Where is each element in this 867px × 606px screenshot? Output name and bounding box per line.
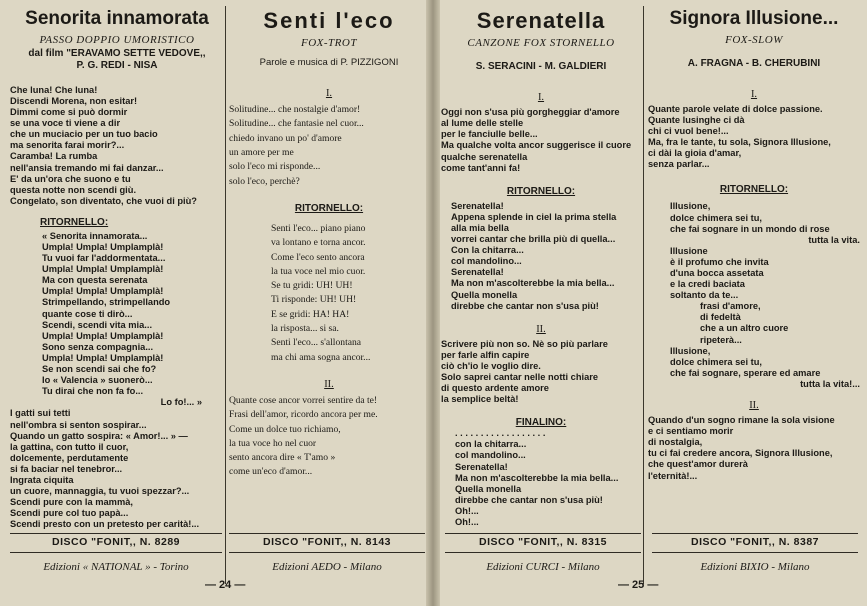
refrain-block [441, 201, 641, 312]
song-genre: FOX-TROT [301, 37, 357, 50]
verse-block [10, 85, 224, 207]
song-title: Senti l'eco [263, 8, 395, 33]
refrain-end-line: Lo fo!... » [160, 397, 202, 408]
lyric-line: si fa baciar nel tenebror... [10, 463, 123, 474]
song-authors: P. G. REDI - NISA [76, 60, 158, 72]
lyric-line: Solitudine... che nostalgie d'amor! [229, 104, 361, 116]
lyric-line: di nostalgia, [648, 437, 703, 448]
lyric-line: dolce chimera sei tu, [670, 212, 762, 223]
lyric-line: la gattina, con tutto il cuor, [10, 441, 129, 452]
verse-block-2 [229, 394, 429, 480]
lyric-line: Ma con questa serenata [42, 275, 148, 286]
section-number: I. [325, 88, 333, 100]
page-number: — 25 — [618, 579, 659, 591]
lyric-line: Discendi Morena, non esitar! [10, 95, 138, 106]
lyric-line: Oggi non s'usa più gorgheggiar d'amore [441, 107, 620, 118]
finale-dots: . . . . . . . . . . . . . . . . . . [455, 428, 546, 439]
refrain-block [648, 201, 860, 390]
record-number: DISCO "FONIT,, N. 8315 [445, 533, 641, 553]
lyric-line: Caramba! La rumba [10, 151, 98, 162]
lyric-line: Quante parole velate di dolce passione. [648, 103, 823, 114]
page-number: — 24 — [205, 579, 246, 591]
lyric-line: la semplice beltà! [441, 394, 519, 405]
lyric-line: Ma, fra le tante, tu sola, Signora Illusione, [648, 137, 831, 148]
song-genre: PASSO DOPPIO UMORISTICO [39, 33, 195, 46]
lyric-line: Scendi pure con la mammà, [10, 497, 133, 508]
lyric-line: ciò ch'io le voglio dire. [441, 360, 541, 371]
lyric-line: vorrei cantar che brilla più di quella... [451, 234, 616, 245]
lyric-line: Che luna! Che luna! [10, 84, 98, 95]
lyric-line: frasi d'amore, [700, 301, 761, 312]
song-authors: Parole e musica di P. PIZZIGONI [259, 57, 399, 69]
film-credit [10, 48, 224, 73]
lyric-line: Scendi presto con un pretesto per carità!... [10, 519, 200, 530]
lyric-line: « Senorita innamorata... [42, 230, 148, 241]
lyric-line: tutta la vita!... [800, 378, 860, 389]
lyric-line: Io « Valencia » suonerò... [42, 375, 153, 386]
publisher: Edizioni AEDO - Milano [272, 561, 382, 573]
lyric-line: Umpla! Umpla! Umplamplà! [42, 352, 164, 363]
lyric-line: d'una bocca assetata [670, 268, 764, 279]
lyric-line: va lontano e torna ancor. [271, 237, 366, 249]
song-signora-illusione [648, 4, 860, 540]
lyric-line: E se gridi: HA! HA! [271, 308, 350, 320]
lyric-line: col mandolino... [451, 256, 522, 267]
lyric-line: quante cose ti dirò... [42, 308, 133, 319]
lyric-line: Congelato, son diventato, che vuoi di più? [10, 195, 197, 206]
lyric-line: Serenatella! [451, 200, 504, 211]
refrain-heading: RITORNELLO: [719, 184, 789, 196]
lyric-line: un amore per me [229, 147, 294, 159]
lyric-line: Quante cose ancor vorrei sentire da te! [229, 394, 378, 406]
lyric-line: la risposta... si sa. [271, 323, 339, 335]
lyric-line: per farle alfin capire [441, 349, 530, 360]
lyric-line: Se non scendi sai che fo? [42, 364, 157, 375]
lyric-line: di questo ardente amore [441, 383, 549, 394]
lyric-line: di fedeltà [700, 312, 741, 323]
lyric-line: Come l'eco sento ancora [271, 251, 365, 263]
song-senorita-innamorata [10, 4, 224, 540]
lyric-line: Umpla! Umpla! Umplamplà! [42, 330, 164, 341]
lyric-line: ripeterà... [700, 334, 742, 345]
column-rule [225, 6, 226, 584]
lyric-line: con la chitarra... [455, 439, 527, 450]
lyric-line: Quando un gatto sospira: « Amor!... » — [10, 430, 188, 441]
lyric-line: Tu dirai che non fa fo... [42, 386, 144, 397]
lyric-line: I gatti sui tetti [10, 408, 71, 419]
lyric-line: Umpla! Umpla! Umplamplà! [42, 264, 164, 275]
lyric-line: solo l'eco, perchè? [229, 175, 300, 187]
lyric-line: Senti l'eco... s'allontana [271, 337, 362, 349]
finale-block [441, 439, 641, 528]
lyric-line: come un'eco d'amor... [229, 466, 313, 478]
lyric-line: come tant'anni fa! [441, 162, 521, 173]
lyric-line: Oh!... [455, 517, 479, 527]
lyric-line: qualche serenatella [441, 151, 528, 162]
lyric-line: che fai sognare in un mondo di rose [670, 223, 830, 234]
lyric-line: la tua voce ho nel cuor [229, 437, 317, 449]
lyric-line: questa notte non scendi giù. [10, 184, 137, 195]
verse-block-2 [441, 339, 641, 406]
lyric-line: Solo saprei cantar nelle notti chiare [441, 371, 599, 382]
song-serenatella [441, 4, 641, 540]
lyric-line: Appena splende in ciel la prima stella [451, 211, 617, 222]
section-number: I. [750, 88, 758, 100]
lyric-line: e la credi baciata [670, 279, 745, 290]
verse-block-2 [10, 408, 224, 530]
lyric-line: sento ancora dire « T'amo » [229, 452, 336, 464]
lyric-line: Sono senza compagnia... [42, 341, 154, 352]
lyric-line: tu ci fai credere ancora, Signora Illusione, [648, 448, 833, 459]
lyric-line: Ma non m'ascolterebbe la mia bella... [455, 472, 619, 483]
song-title: Signora Illusione... [669, 8, 839, 29]
lyric-line: Oh!... [455, 505, 479, 516]
lyric-line: nell'ombra si senton sospirar... [10, 419, 147, 430]
lyric-line: per le fanciulle belle... [441, 129, 538, 140]
refrain-block [10, 231, 224, 397]
lyric-line: che a un altro cuore [700, 323, 789, 334]
lyric-line: Illusione, [670, 201, 711, 212]
publisher: Edizioni CURCI - Milano [486, 561, 600, 573]
finale-heading: FINALINO: [515, 417, 567, 429]
lyric-line: ci dài la gioia d'amar, [648, 148, 742, 159]
lyric-line: che fai sognare, sperare ed amare [670, 367, 821, 378]
column-rule [643, 6, 644, 584]
lyric-line: Con la chitarra... [451, 245, 524, 256]
lyric-line: e ci sentiamo morir [648, 426, 734, 437]
lyric-line: Quante lusinghe ci dà [648, 114, 745, 125]
lyric-line: è il profumo che invita [670, 256, 769, 267]
section-number: II. [536, 323, 546, 335]
song-title: Senorita innamorata [25, 8, 209, 29]
lyric-line: l'eternità!... [648, 470, 698, 481]
lyric-line: soltanto da te... [670, 290, 739, 301]
lyric-line: Solitudine... che fantasie nel cuor... [229, 118, 364, 130]
lyric-line: Umpla! Umpla! Umplamplà! [42, 286, 164, 297]
lyric-line: Strimpellando, strimpellando [42, 297, 171, 308]
lyric-line: dolce chimera sei tu, [670, 356, 762, 367]
lyric-line: ma senorita farai morir?... [10, 140, 125, 151]
lyric-line: che un muciacio per un tuo bacio [10, 129, 158, 140]
lyric-line: Scendi, scendi vita mia... [42, 319, 153, 330]
lyric-line: alla mia bella [451, 222, 509, 233]
section-number: II. [749, 400, 759, 412]
lyric-line: direbbe che cantar non s'usa più! [451, 300, 599, 311]
lyric-line: direbbe che cantar non s'usa più! [455, 494, 603, 505]
lyric-line: Frasi dell'amor, ricordo ancora per me. [229, 409, 378, 421]
song-title: Serenatella [476, 8, 606, 33]
lyric-line: dolcemente, perdutamente [10, 452, 129, 463]
section-number: II. [324, 378, 334, 390]
verse-block-2 [648, 415, 860, 482]
refrain-heading: RITORNELLO: [506, 185, 576, 197]
verse-block [229, 103, 429, 189]
refrain-block [229, 222, 429, 365]
lyric-line: Serenatella! [451, 267, 504, 278]
lyric-line: la tua voce nel mio cuor. [271, 265, 366, 277]
lyric-line: chiedo invano un po' d'amore [229, 132, 342, 144]
lyric-line: Quando d'un sogno rimane la sola visione [648, 415, 835, 426]
lyric-line: se una voce ti viene a dir [10, 118, 121, 129]
lyric-line: tutta la vita. [808, 234, 860, 245]
lyric-line: Ma qualche volta ancor suggerisce il cuore [441, 140, 632, 151]
lyric-line: un cuore, mannaggia, tu vuoi spezzar?... [10, 486, 190, 497]
verse-block [648, 104, 860, 171]
record-number: DISCO "FONIT,, N. 8387 [652, 533, 858, 553]
song-genre: CANZONE FOX STORNELLO [467, 37, 615, 50]
lyric-line: Tu vuoi far l'addormentata... [42, 253, 166, 264]
song-genre: FOX-SLOW [725, 33, 783, 46]
lyric-line: che quest'amor durerà [648, 459, 748, 470]
lyric-line: Illusione, [670, 345, 711, 356]
verse-block [441, 107, 641, 174]
record-number: DISCO "FONIT,, N. 8143 [229, 533, 425, 553]
refrain-heading: RITORNELLO: [40, 216, 109, 228]
record-number: DISCO "FONIT,, N. 8289 [10, 533, 222, 553]
lyric-line: chi ci vuol bene!... [648, 126, 729, 137]
lyric-line: Ti risponde: UH! UH! [271, 294, 357, 306]
lyric-line: Scendi pure col tuo papà... [10, 508, 129, 519]
lyric-line: al lume delle stelle [441, 118, 524, 129]
song-senti-l-eco [229, 4, 429, 540]
section-number: I. [537, 92, 545, 104]
lyric-line: Quella monella [455, 483, 522, 494]
lyric-line: Scrivere più non so. Nè so più parlare [441, 338, 608, 349]
lyric-line: Come un dolce tuo richiamo, [229, 423, 341, 435]
lyric-line: Ingrata ciquita [10, 474, 74, 485]
lyric-line: Dimmi come si può dormir [10, 107, 128, 118]
lyric-line: Illusione [670, 245, 708, 256]
lyric-line: col mandolino... [455, 450, 526, 461]
song-authors: A. FRAGNA - B. CHERUBINI [687, 57, 821, 69]
publisher: Edizioni « NATIONAL » - Torino [43, 561, 189, 573]
lyric-line: senza parlar... [648, 159, 710, 170]
publisher: Edizioni BIXIO - Milano [700, 561, 810, 573]
refrain-heading: RITORNELLO: [294, 202, 364, 214]
lyric-line: E' da un'ora che suono e tu [10, 173, 131, 184]
lyric-line: Se tu gridi: UH! UH! [271, 280, 353, 292]
lyric-line: Quella monella [451, 289, 518, 300]
lyric-line: Senti l'eco... piano piano [271, 222, 366, 234]
lyric-line: Serenatella! [455, 461, 508, 472]
song-authors: S. SERACINI - M. GALDIERI [475, 61, 607, 73]
lyric-line: Ma non m'ascolterebbe la mia bella... [451, 278, 615, 289]
lyric-line: solo l'eco mi risponde... [229, 161, 321, 173]
lyric-line: Umpla! Umpla! Umplamplà! [42, 242, 164, 253]
film-line: dal film "ERAVAMO SETTE VEDOVE,, [28, 47, 206, 59]
lyric-line: ma chi ama sogna ancor... [271, 351, 371, 363]
lyric-line: nell'ansia tremando mi fai danzar... [10, 162, 164, 173]
